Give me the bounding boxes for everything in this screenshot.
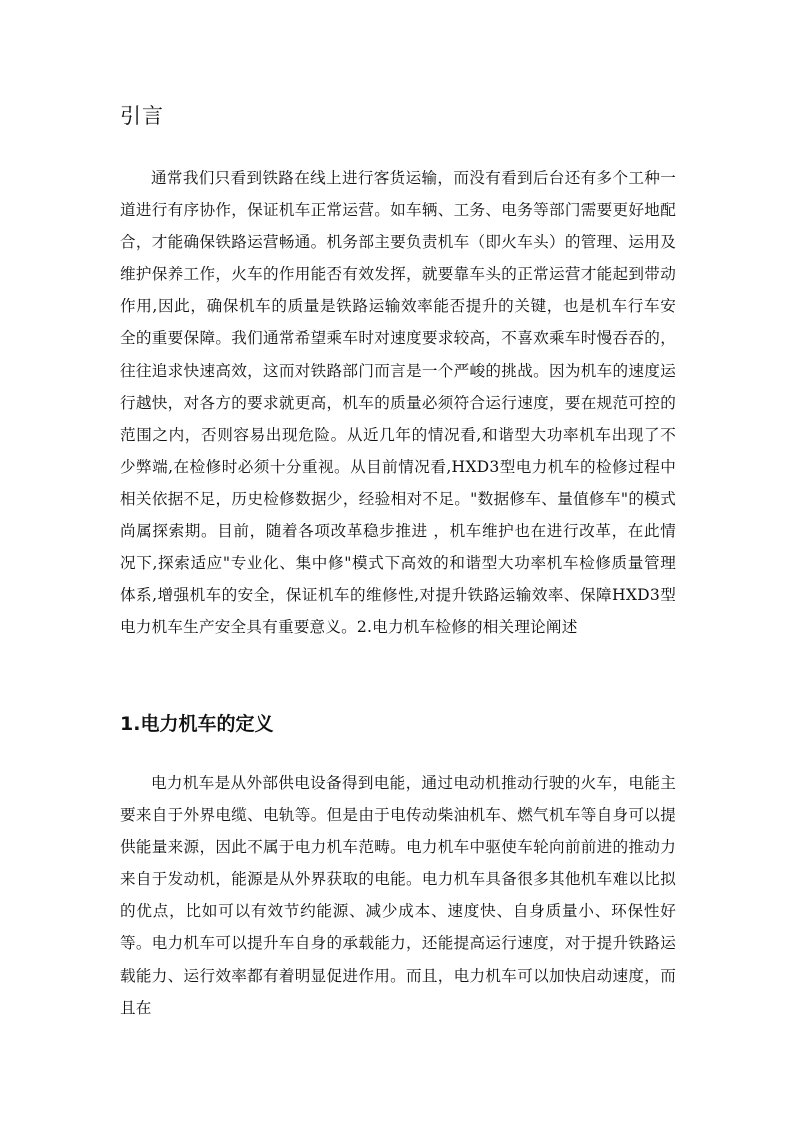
section-1-paragraph: 电力机车是从外部供电设备得到电能，通过电动机推动行驶的火车，电能主要来自于外界电缆、电轨等。但是由于电传动柴油机车、燃气机车等自身可以提供能量来源，因此不属于电力机车范畴。电力机车中驱使车轮向前前进的推动力来自于发动机，能源是从外界获取的电能。电力机车具备很多其他机车难以比拟的优点，比如可以有效节约能源、减少成本、速度快、自身质量小、环保性好等。电力机车可以提升车自身的承载能力，还能提高运行速度，对于提升铁路运载能力、运行效率都有着明显促进作用。而且，电力机车可以加快启动速度，而且在	[120, 774, 676, 1017]
section-1-heading: 1.电力机车的定义	[120, 713, 274, 735]
intro-title: 引言	[120, 104, 164, 128]
intro-paragraph: 通常我们只看到铁路在线上进行客货运输，而没有看到后台还有多个工种一道进行有序协作，保证机车正常运营。如车辆、工务、电务等部门需要更好地配合，才能确保铁路运营畅通。机务部主要负责机车（即火车头）的管理、运用及维护保养工作，火车的作用能否有效发挥，就要靠车头的正常运营才能起到带动作用,因此，确保机车的质量是铁路运输效率能否提升的关键，也是机车行车安全的重要保障。我们通常希望乘车时对速度要求较高，不喜欢乘车时慢吞吞的，往往追求快速高效，这而对铁路部门而言是一个严峻的挑战。因为机车的速度运行越快，对各方的要求就更高，机车的质量必须符合运行速度，要在规范可控的范围之内，否则容易出现危险。从近几年的情况看,和谐型大功率机车出现了不少弊端,在检修时必须十分重视。从目前情况看,HXD3型电力机车的检修过程中相关依据不足，历史检修数据少，经验相对不足。"数据修车、量值修车"的模式尚属探索期。目前，随着各项改革稳步推进 ，机车维护也在进行改革，在此情况下,探索适应"专业化、集中修"模式下高效的和谐型大功率机车检修质量管理体系,增强机车的安全，保证机车的维修性,对提升铁路运输效率、保障HXD3型电力机车生产安全具有重要意义。2.电力机车检修的相关理论阐述	[120, 169, 676, 637]
